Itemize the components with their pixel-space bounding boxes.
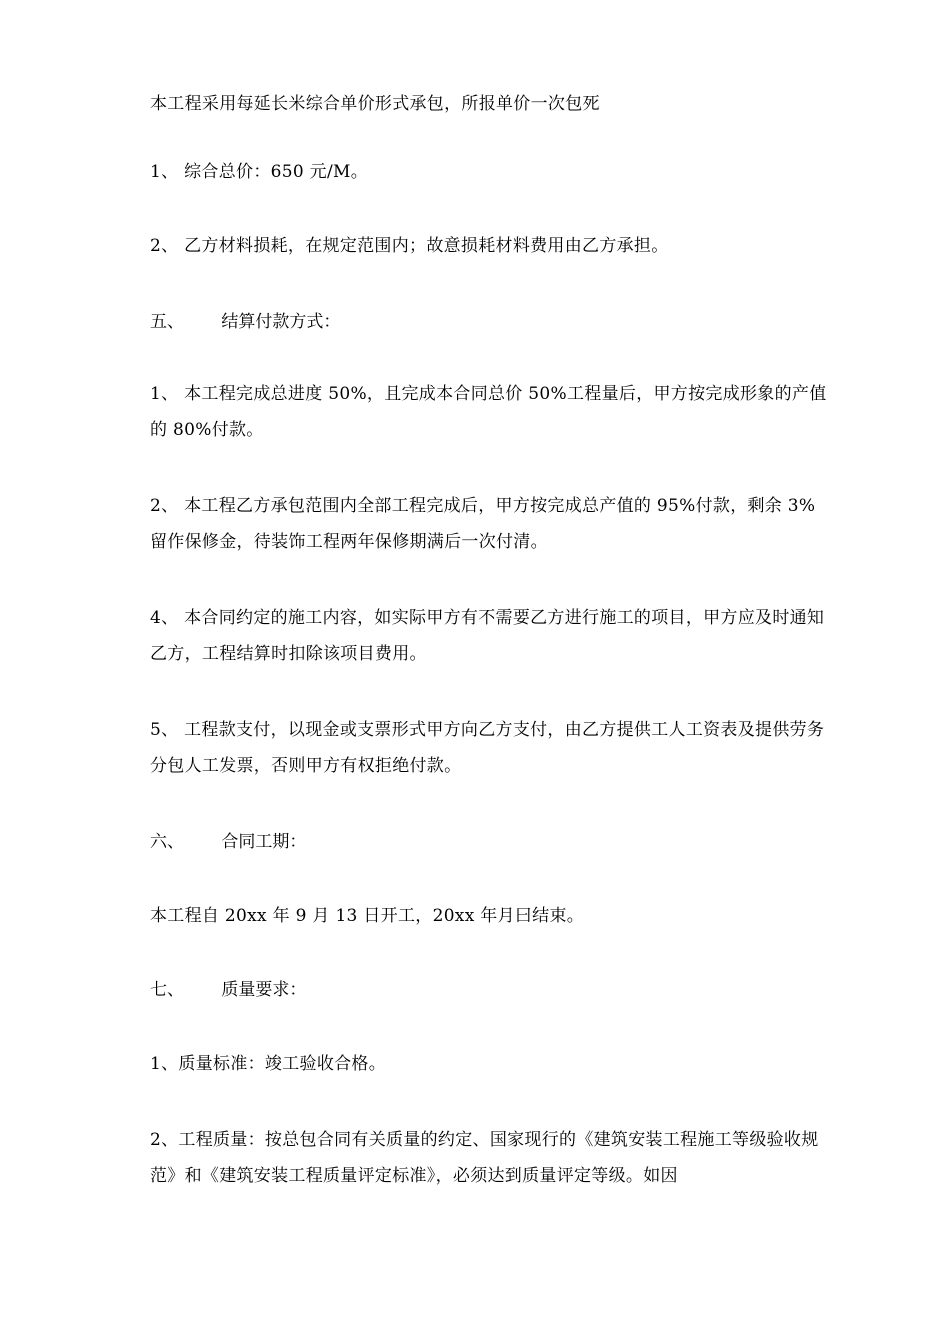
paragraph-material-loss: 2、 乙方材料损耗，在规定范围内；故意损耗材料费用由乙方承担。 (150, 236, 669, 256)
section-heading-quality (150, 972, 306, 1008)
section-number: 五、 (150, 312, 184, 332)
paragraph-quality-standard: 1、质量标准：竣工验收合格。 (150, 1054, 387, 1074)
section-title: 结算付款方式： (221, 312, 341, 332)
section-title: 质量要求： (221, 980, 307, 1000)
paragraph-payment-4: 4、 本合同约定的施工内容，如实际甲方有不需要乙方进行施工的项目，甲方应及时通知乙方，工程结算时扣除该项目费用。 (150, 608, 825, 664)
section-title: 合同工期： (221, 832, 307, 852)
paragraph-contract-mode: 本工程采用每延长米综合单价形式承包，所报单价一次包死 (150, 94, 600, 114)
paragraph-payment-5: 5、 工程款支付，以现金或支票形式甲方向乙方支付，由乙方提供工人工资表及提供劳务分包人工发票，否则甲方有权拒绝付款。 (150, 720, 825, 776)
section-number: 六、 (150, 832, 184, 852)
paragraph-quality-work: 2、工程质量：按总包合同有关质量的约定、国家现行的《建筑安装工程施工等级验收规范》和《建筑安装工程质量评定标准》，必须达到质量评定等级。如因 (150, 1130, 819, 1186)
paragraph-payment-1: 1、 本工程完成总进度 50%，且完成本合同总价 50%工程量后，甲方按完成形象的产值的 80%付款。 (150, 384, 827, 440)
section-heading-payment (150, 304, 340, 340)
paragraph-schedule: 本工程自 20xx 年 9 月 13 日开工，20xx 年月曰结束。 (150, 906, 585, 926)
paragraph-payment-2: 2、 本工程乙方承包范围内全部工程完成后，甲方按完成总产值的 95%付款，剩余 3%留作保修金，待装饰工程两年保修期满后一次付清。 (150, 496, 816, 552)
section-heading-duration (150, 824, 306, 860)
section-number: 七、 (150, 980, 184, 1000)
paragraph-total-price: 1、 综合总价：650 元/M。 (150, 162, 369, 182)
